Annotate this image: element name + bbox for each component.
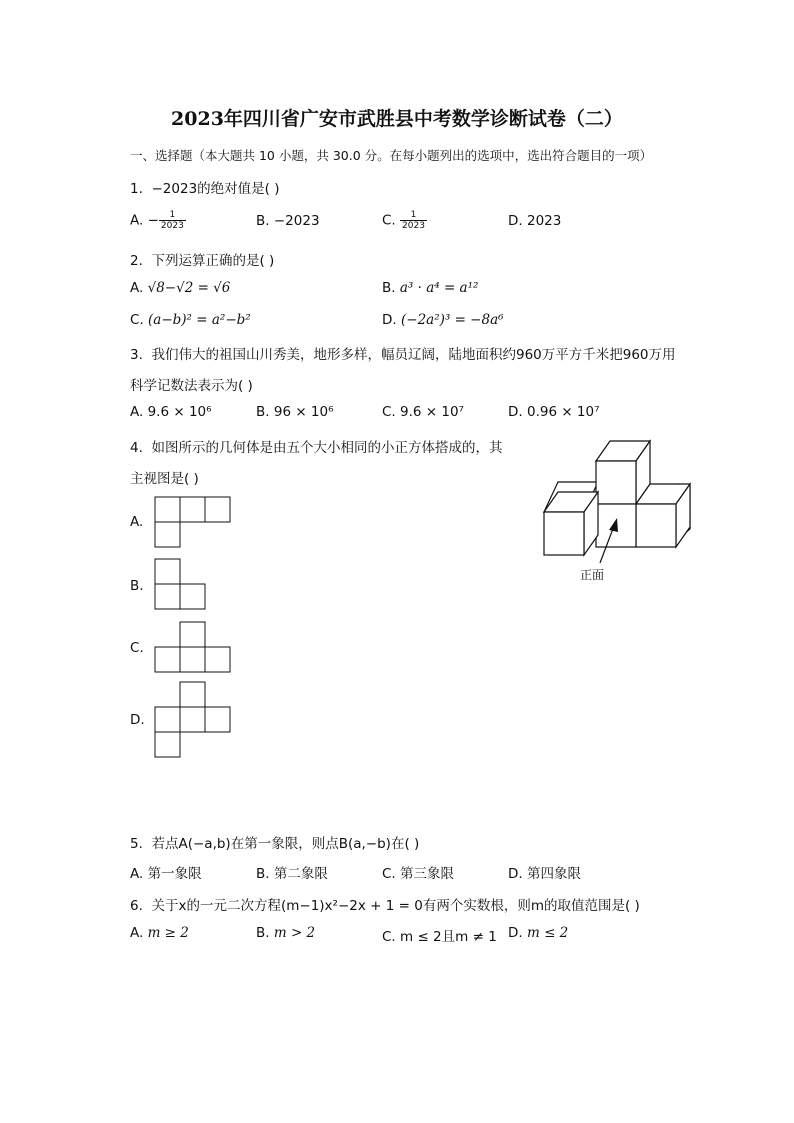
option-c [382, 210, 427, 231]
option-label: A. [130, 404, 144, 420]
question-number: 6. [130, 898, 143, 914]
option-c [382, 862, 454, 882]
option-label: D. [508, 866, 523, 882]
question-stem: 如图所示的几何体是由五个大小相同的小正方体搭成的，其 [151, 440, 503, 456]
option-label: A. [130, 866, 144, 882]
option-d [508, 862, 581, 882]
option-label: B. [256, 866, 270, 882]
question-4 [130, 436, 502, 456]
question-stem: 关于x的一元二次方程(m−1)x²−2x + 1 = 0有两个实数根，则m的取值范围是( ) [151, 898, 640, 914]
option-a-label: A. [130, 514, 144, 530]
question-4-line-2: 主视图是( ) [130, 471, 199, 487]
option-text: 96 × 10⁶ [273, 404, 334, 420]
cube-solid-figure [538, 436, 698, 586]
question-number: 5. [130, 836, 143, 852]
option-d-label: D. [130, 712, 145, 728]
question-1 [130, 177, 279, 197]
option-text: 第三象限 [400, 866, 455, 882]
option-text: 9.6 × 10⁶ [147, 404, 212, 420]
question-3 [130, 343, 676, 363]
question-stem: 我们伟大的祖国山川秀美，地形多样，幅员辽阔，陆地面积约960万平方千米把960万用 [151, 347, 676, 363]
question-2 [130, 249, 274, 269]
option-a [130, 862, 202, 882]
question-stem: 下列运算正确的是( ) [151, 253, 275, 269]
option-label: A. [130, 280, 144, 296]
option-d [382, 312, 504, 328]
option-label: B. [382, 280, 396, 296]
question-5 [130, 832, 419, 852]
option-text: 第二象限 [273, 866, 328, 882]
question-stem: −2023的绝对值是( ) [151, 181, 280, 197]
option-text: 2023 [526, 213, 562, 229]
option-d [508, 925, 568, 941]
option-a [130, 925, 189, 941]
option-sign: − [147, 212, 159, 229]
option-b-figure [154, 558, 210, 612]
option-text: 9.6 × 10⁷ [400, 404, 464, 420]
option-text: m ≥ 2 [147, 925, 189, 941]
option-text: m > 2 [273, 925, 316, 941]
question-6 [130, 894, 640, 914]
question-number: 1. [130, 181, 143, 197]
option-text: 第四象限 [526, 866, 581, 882]
option-a-figure [154, 496, 234, 550]
option-b [256, 862, 328, 882]
option-label: B. [256, 213, 270, 229]
question-number: 4. [130, 440, 143, 456]
option-c [382, 925, 497, 945]
option-c-label: C. [130, 640, 144, 656]
question-stem: 若点A(−a,b)在第一象限，则点B(a,−b)在( ) [151, 836, 420, 852]
option-c-figure [154, 621, 234, 675]
option-label: C. [382, 929, 396, 945]
option-label: B. [256, 925, 270, 941]
option-label: A. [130, 212, 144, 229]
figure-label: 正面 [580, 568, 605, 582]
option-b-label: B. [130, 578, 144, 594]
option-d [508, 404, 600, 420]
option-d-figure [154, 681, 234, 761]
option-text: −2023 [273, 213, 320, 229]
option-label: D. [508, 925, 523, 941]
option-label: B. [256, 404, 270, 420]
option-label: D. [508, 404, 523, 420]
fraction-denominator: 2023 [402, 221, 425, 231]
option-label: C. [382, 866, 396, 882]
option-label: C. [382, 212, 396, 229]
fraction-numerator: 1 [400, 210, 427, 221]
option-a [130, 210, 186, 231]
option-text: m ≤ 2 [526, 925, 569, 941]
option-b [382, 280, 478, 296]
option-text: √8−√2 = √6 [147, 280, 231, 296]
section-header: 一、选择题（本大题共 10 小题，共 30.0 分。在每小题列出的选项中，选出符合题目的一项） [130, 148, 653, 163]
option-text: 第一象限 [147, 866, 202, 882]
option-label: D. [508, 213, 523, 229]
option-b [256, 925, 315, 941]
option-label: A. [130, 925, 144, 941]
option-d [508, 213, 561, 229]
option-text: a³ · a⁴ = a¹² [399, 280, 479, 296]
option-label: C. [382, 404, 396, 420]
fraction [400, 210, 427, 231]
fraction [159, 210, 186, 231]
option-label: D. [382, 312, 397, 328]
option-text: (−2a²)³ = −8a⁶ [400, 312, 504, 328]
question-number: 2. [130, 253, 143, 269]
question-3-line-2: 科学记数法表示为( ) [130, 378, 253, 394]
option-text: 0.96 × 10⁷ [526, 404, 600, 420]
option-b [256, 404, 334, 420]
option-a [130, 280, 230, 296]
option-c [382, 404, 464, 420]
option-a [130, 404, 212, 420]
page-title: 2023年四川省广安市武胜县中考数学诊断试卷（二） [171, 108, 623, 130]
fraction-numerator: 1 [159, 210, 186, 221]
fraction-denominator: 2023 [160, 221, 184, 231]
question-number: 3. [130, 347, 143, 363]
option-text: m ≤ 2且m ≠ 1 [400, 929, 497, 945]
option-b [256, 213, 320, 229]
option-label: C. [130, 312, 144, 328]
option-c [130, 312, 251, 328]
option-text: (a−b)² = a²−b² [148, 312, 251, 328]
